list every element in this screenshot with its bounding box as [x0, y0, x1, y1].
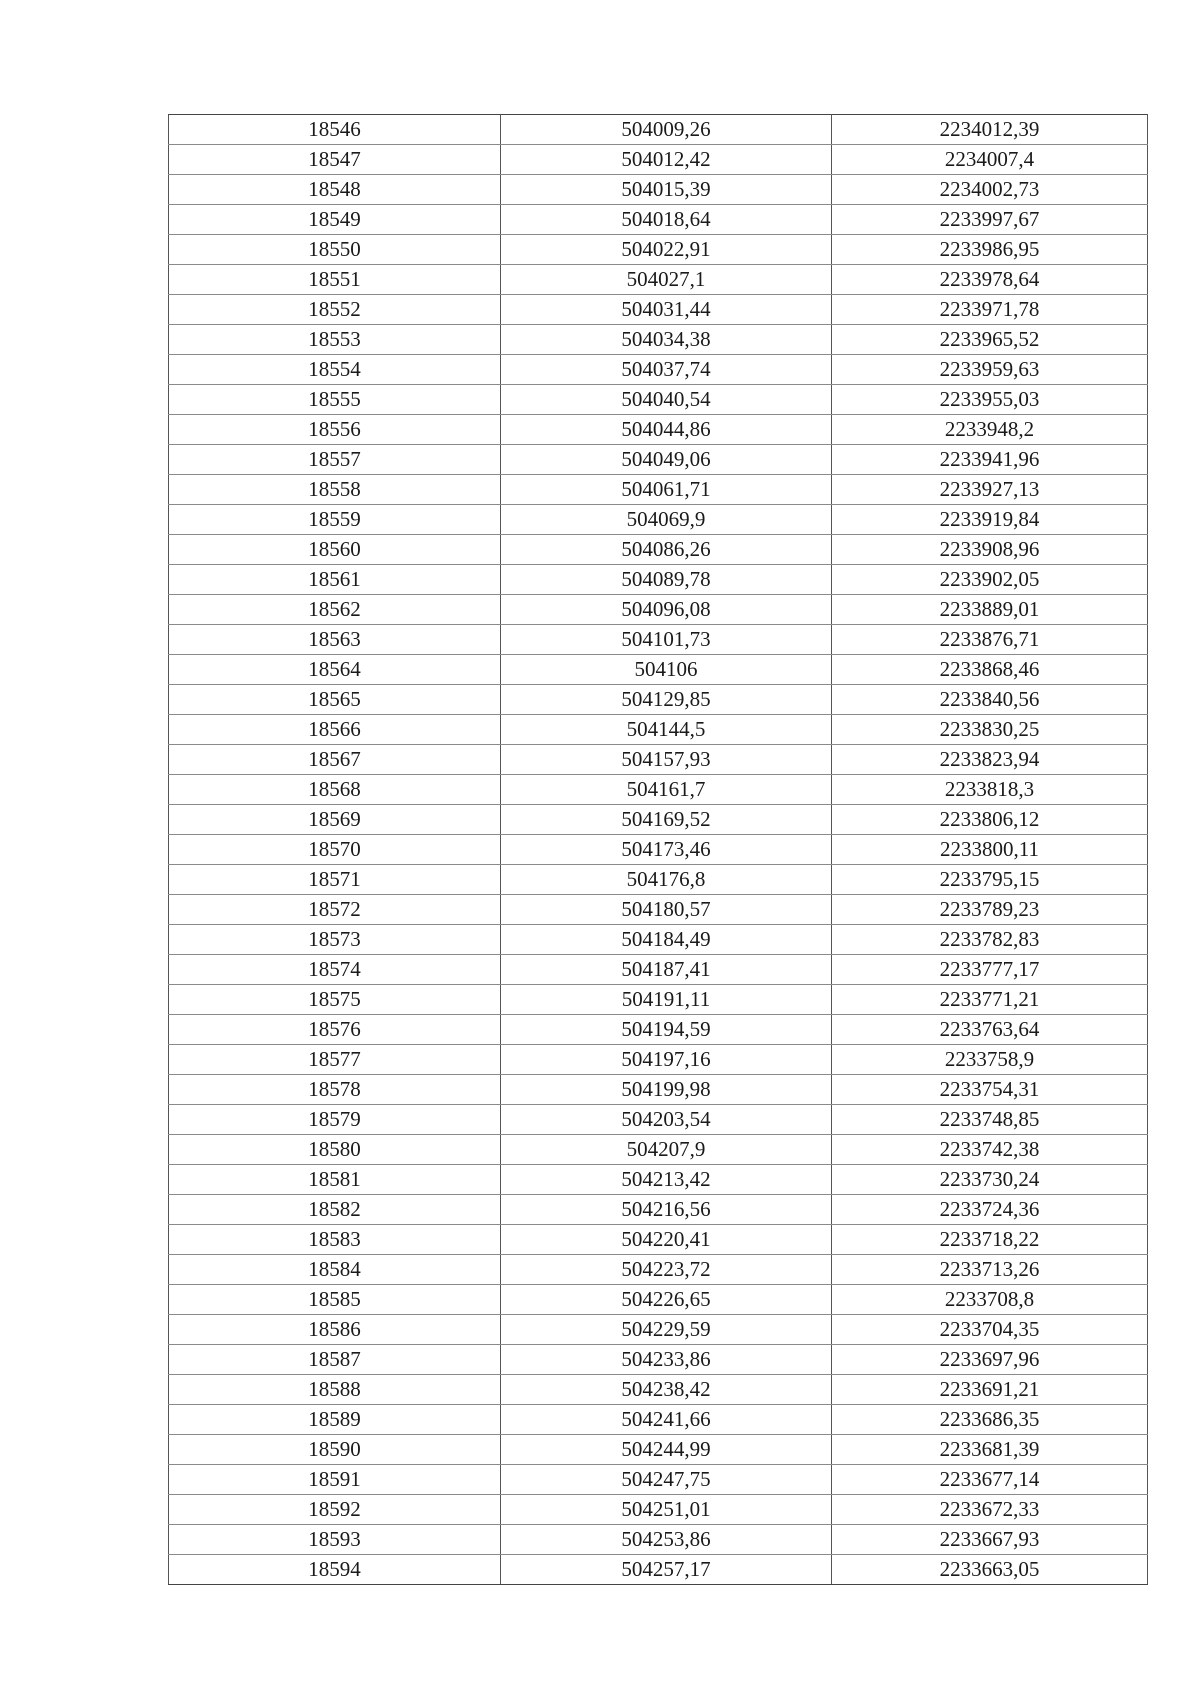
x-coordinate-cell: 504040,54	[501, 385, 832, 415]
y-coordinate-cell: 2233830,25	[832, 715, 1148, 745]
table-row	[169, 1135, 1148, 1165]
table-row	[169, 415, 1148, 445]
point-number-cell: 18546	[169, 115, 501, 145]
y-coordinate-cell: 2233908,96	[832, 535, 1148, 565]
point-number-cell: 18572	[169, 895, 501, 925]
point-number-cell: 18593	[169, 1525, 501, 1555]
y-coordinate-cell: 2234007,4	[832, 145, 1148, 175]
table-row	[169, 775, 1148, 805]
y-coordinate-cell: 2233823,94	[832, 745, 1148, 775]
point-number-cell: 18567	[169, 745, 501, 775]
y-coordinate-cell: 2233997,67	[832, 205, 1148, 235]
y-coordinate-cell: 2233986,95	[832, 235, 1148, 265]
point-number-cell: 18550	[169, 235, 501, 265]
y-coordinate-cell: 2233876,71	[832, 625, 1148, 655]
y-coordinate-cell: 2233742,38	[832, 1135, 1148, 1165]
y-coordinate-cell: 2234002,73	[832, 175, 1148, 205]
x-coordinate-cell: 504144,5	[501, 715, 832, 745]
point-number-cell: 18574	[169, 955, 501, 985]
x-coordinate-cell: 504161,7	[501, 775, 832, 805]
x-coordinate-cell: 504034,38	[501, 325, 832, 355]
point-number-cell: 18555	[169, 385, 501, 415]
y-coordinate-cell: 2233704,35	[832, 1315, 1148, 1345]
x-coordinate-cell: 504101,73	[501, 625, 832, 655]
table-row	[169, 535, 1148, 565]
point-number-cell: 18582	[169, 1195, 501, 1225]
point-number-cell: 18581	[169, 1165, 501, 1195]
table-row	[169, 1045, 1148, 1075]
x-coordinate-cell: 504238,42	[501, 1375, 832, 1405]
y-coordinate-cell: 2233971,78	[832, 295, 1148, 325]
y-coordinate-cell: 2233927,13	[832, 475, 1148, 505]
y-coordinate-cell: 2233771,21	[832, 985, 1148, 1015]
y-coordinate-cell: 2233763,64	[832, 1015, 1148, 1045]
x-coordinate-cell: 504157,93	[501, 745, 832, 775]
table-row	[169, 1345, 1148, 1375]
y-coordinate-cell: 2233681,39	[832, 1435, 1148, 1465]
y-coordinate-cell: 2233686,35	[832, 1405, 1148, 1435]
x-coordinate-cell: 504213,42	[501, 1165, 832, 1195]
point-number-cell: 18591	[169, 1465, 501, 1495]
table-row	[169, 385, 1148, 415]
point-number-cell: 18577	[169, 1045, 501, 1075]
point-number-cell: 18559	[169, 505, 501, 535]
x-coordinate-cell: 504037,74	[501, 355, 832, 385]
x-coordinate-cell: 504191,11	[501, 985, 832, 1015]
table-row	[169, 505, 1148, 535]
table-row	[169, 1465, 1148, 1495]
x-coordinate-cell: 504061,71	[501, 475, 832, 505]
table-row	[169, 265, 1148, 295]
table-row	[169, 1105, 1148, 1135]
table-row	[169, 835, 1148, 865]
point-number-cell: 18551	[169, 265, 501, 295]
table-row	[169, 175, 1148, 205]
point-number-cell: 18557	[169, 445, 501, 475]
point-number-cell: 18558	[169, 475, 501, 505]
y-coordinate-cell: 2233789,23	[832, 895, 1148, 925]
point-number-cell: 18573	[169, 925, 501, 955]
table-row	[169, 145, 1148, 175]
table-row	[169, 865, 1148, 895]
y-coordinate-cell: 2233691,21	[832, 1375, 1148, 1405]
x-coordinate-cell: 504226,65	[501, 1285, 832, 1315]
point-number-cell: 18594	[169, 1555, 501, 1585]
x-coordinate-cell: 504233,86	[501, 1345, 832, 1375]
point-number-cell: 18568	[169, 775, 501, 805]
point-number-cell: 18588	[169, 1375, 501, 1405]
x-coordinate-cell: 504203,54	[501, 1105, 832, 1135]
table-row	[169, 295, 1148, 325]
y-coordinate-cell: 2233948,2	[832, 415, 1148, 445]
table-row	[169, 1555, 1148, 1585]
point-number-cell: 18563	[169, 625, 501, 655]
point-number-cell: 18566	[169, 715, 501, 745]
point-number-cell: 18565	[169, 685, 501, 715]
x-coordinate-cell: 504251,01	[501, 1495, 832, 1525]
point-number-cell: 18561	[169, 565, 501, 595]
point-number-cell: 18552	[169, 295, 501, 325]
table-row	[169, 1495, 1148, 1525]
table-row	[169, 1195, 1148, 1225]
y-coordinate-cell: 2233672,33	[832, 1495, 1148, 1525]
x-coordinate-cell: 504173,46	[501, 835, 832, 865]
table-row	[169, 715, 1148, 745]
y-coordinate-cell: 2233777,17	[832, 955, 1148, 985]
point-number-cell: 18586	[169, 1315, 501, 1345]
table-row	[169, 805, 1148, 835]
y-coordinate-cell: 2233955,03	[832, 385, 1148, 415]
y-coordinate-cell: 2233697,96	[832, 1345, 1148, 1375]
y-coordinate-cell: 2233919,84	[832, 505, 1148, 535]
point-number-cell: 18564	[169, 655, 501, 685]
y-coordinate-cell: 2233718,22	[832, 1225, 1148, 1255]
x-coordinate-cell: 504241,66	[501, 1405, 832, 1435]
y-coordinate-cell: 2233818,3	[832, 775, 1148, 805]
y-coordinate-cell: 2233754,31	[832, 1075, 1148, 1105]
y-coordinate-cell: 2233840,56	[832, 685, 1148, 715]
point-number-cell: 18576	[169, 1015, 501, 1045]
y-coordinate-cell: 2233800,11	[832, 835, 1148, 865]
y-coordinate-cell: 2233667,93	[832, 1525, 1148, 1555]
point-number-cell: 18548	[169, 175, 501, 205]
point-number-cell: 18547	[169, 145, 501, 175]
point-number-cell: 18553	[169, 325, 501, 355]
y-coordinate-cell: 2233730,24	[832, 1165, 1148, 1195]
x-coordinate-cell: 504220,41	[501, 1225, 832, 1255]
y-coordinate-cell: 2233959,63	[832, 355, 1148, 385]
point-number-cell: 18578	[169, 1075, 501, 1105]
table-row	[169, 595, 1148, 625]
table-row	[169, 1225, 1148, 1255]
x-coordinate-cell: 504244,99	[501, 1435, 832, 1465]
y-coordinate-cell: 2233795,15	[832, 865, 1148, 895]
table-row	[169, 895, 1148, 925]
x-coordinate-cell: 504184,49	[501, 925, 832, 955]
coordinates-table-body	[169, 115, 1148, 1585]
point-number-cell: 18585	[169, 1285, 501, 1315]
table-row	[169, 655, 1148, 685]
point-number-cell: 18584	[169, 1255, 501, 1285]
table-row	[169, 955, 1148, 985]
x-coordinate-cell: 504106	[501, 655, 832, 685]
x-coordinate-cell: 504018,64	[501, 205, 832, 235]
x-coordinate-cell: 504012,42	[501, 145, 832, 175]
x-coordinate-cell: 504031,44	[501, 295, 832, 325]
y-coordinate-cell: 2233978,64	[832, 265, 1148, 295]
x-coordinate-cell: 504009,26	[501, 115, 832, 145]
x-coordinate-cell: 504199,98	[501, 1075, 832, 1105]
x-coordinate-cell: 504169,52	[501, 805, 832, 835]
table-row	[169, 1015, 1148, 1045]
y-coordinate-cell: 2233868,46	[832, 655, 1148, 685]
y-coordinate-cell: 2233708,8	[832, 1285, 1148, 1315]
point-number-cell: 18554	[169, 355, 501, 385]
y-coordinate-cell: 2233758,9	[832, 1045, 1148, 1075]
x-coordinate-cell: 504223,72	[501, 1255, 832, 1285]
x-coordinate-cell: 504197,16	[501, 1045, 832, 1075]
table-row	[169, 1285, 1148, 1315]
y-coordinate-cell: 2233902,05	[832, 565, 1148, 595]
x-coordinate-cell: 504180,57	[501, 895, 832, 925]
coordinates-table	[168, 114, 1148, 1585]
point-number-cell: 18589	[169, 1405, 501, 1435]
point-number-cell: 18570	[169, 835, 501, 865]
y-coordinate-cell: 2233889,01	[832, 595, 1148, 625]
y-coordinate-cell: 2233782,83	[832, 925, 1148, 955]
point-number-cell: 18569	[169, 805, 501, 835]
table-row	[169, 685, 1148, 715]
x-coordinate-cell: 504044,86	[501, 415, 832, 445]
y-coordinate-cell: 2233677,14	[832, 1465, 1148, 1495]
point-number-cell: 18556	[169, 415, 501, 445]
y-coordinate-cell: 2233748,85	[832, 1105, 1148, 1135]
y-coordinate-cell: 2233663,05	[832, 1555, 1148, 1585]
x-coordinate-cell: 504207,9	[501, 1135, 832, 1165]
table-row	[169, 475, 1148, 505]
point-number-cell: 18560	[169, 535, 501, 565]
table-row	[169, 1255, 1148, 1285]
table-row	[169, 1165, 1148, 1195]
point-number-cell: 18583	[169, 1225, 501, 1255]
x-coordinate-cell: 504129,85	[501, 685, 832, 715]
x-coordinate-cell: 504096,08	[501, 595, 832, 625]
x-coordinate-cell: 504257,17	[501, 1555, 832, 1585]
y-coordinate-cell: 2233941,96	[832, 445, 1148, 475]
table-row	[169, 1075, 1148, 1105]
table-row	[169, 355, 1148, 385]
y-coordinate-cell: 2234012,39	[832, 115, 1148, 145]
x-coordinate-cell: 504247,75	[501, 1465, 832, 1495]
point-number-cell: 18590	[169, 1435, 501, 1465]
table-row	[169, 745, 1148, 775]
x-coordinate-cell: 504069,9	[501, 505, 832, 535]
point-number-cell: 18571	[169, 865, 501, 895]
table-row	[169, 115, 1148, 145]
point-number-cell: 18562	[169, 595, 501, 625]
point-number-cell: 18580	[169, 1135, 501, 1165]
table-row	[169, 205, 1148, 235]
x-coordinate-cell: 504086,26	[501, 535, 832, 565]
x-coordinate-cell: 504216,56	[501, 1195, 832, 1225]
y-coordinate-cell: 2233806,12	[832, 805, 1148, 835]
point-number-cell: 18592	[169, 1495, 501, 1525]
point-number-cell: 18587	[169, 1345, 501, 1375]
x-coordinate-cell: 504229,59	[501, 1315, 832, 1345]
table-row	[169, 565, 1148, 595]
table-row	[169, 1315, 1148, 1345]
table-row	[169, 1405, 1148, 1435]
y-coordinate-cell: 2233713,26	[832, 1255, 1148, 1285]
x-coordinate-cell: 504015,39	[501, 175, 832, 205]
x-coordinate-cell: 504187,41	[501, 955, 832, 985]
table-row	[169, 625, 1148, 655]
table-row	[169, 1435, 1148, 1465]
y-coordinate-cell: 2233724,36	[832, 1195, 1148, 1225]
table-row	[169, 1375, 1148, 1405]
table-row	[169, 445, 1148, 475]
x-coordinate-cell: 504027,1	[501, 265, 832, 295]
table-row	[169, 235, 1148, 265]
y-coordinate-cell: 2233965,52	[832, 325, 1148, 355]
table-row	[169, 985, 1148, 1015]
point-number-cell: 18575	[169, 985, 501, 1015]
x-coordinate-cell: 504194,59	[501, 1015, 832, 1045]
point-number-cell: 18549	[169, 205, 501, 235]
table-row	[169, 1525, 1148, 1555]
table-row	[169, 325, 1148, 355]
table-row	[169, 925, 1148, 955]
x-coordinate-cell: 504176,8	[501, 865, 832, 895]
x-coordinate-cell: 504022,91	[501, 235, 832, 265]
x-coordinate-cell: 504089,78	[501, 565, 832, 595]
point-number-cell: 18579	[169, 1105, 501, 1135]
x-coordinate-cell: 504253,86	[501, 1525, 832, 1555]
x-coordinate-cell: 504049,06	[501, 445, 832, 475]
